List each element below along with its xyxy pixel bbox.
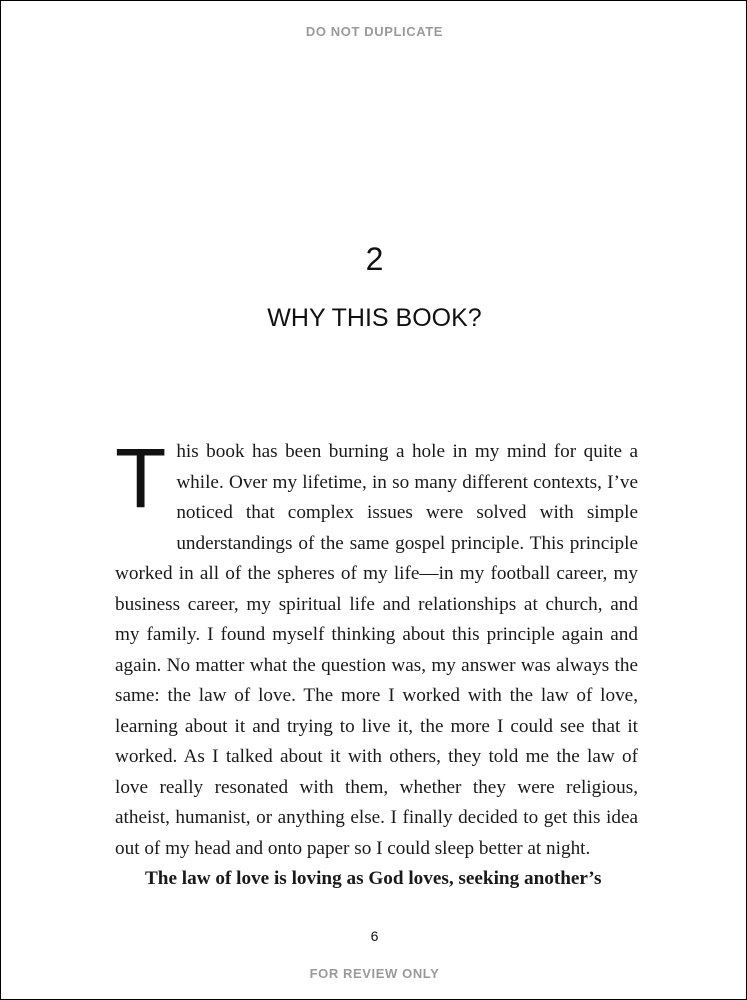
bold-paragraph: The law of love is loving as God loves, seeking another’s [145, 868, 602, 889]
paragraph-text: his book has been burning a hole in my mind for quite a while. Over my lifetime, in so many different contexts, I’ve noticed that complex issues were solved with simple understandings of the same gospel principle. This principle worked in all of the spheres of my life—in my football career, my business career, my spiritual life and relationships at church, and my family. I found myself thinking about this principle again and again. No matter what the question was, my answer was always the same: the law of love. The more I worked with the law of love, learning about it and trying to live it, the more I could see that it worked. As I talked about it with others, they told me the law of love really resonated with them, whether they were religious, atheist, humanist, or anything else. I finally decided to get this idea out of my head and onto paper so I could sleep better at night. [115, 441, 638, 859]
watermark-bottom: FOR REVIEW ONLY [309, 966, 440, 981]
chapter-number: 2 [365, 241, 384, 277]
watermark-top: DO NOT DUPLICATE [305, 24, 444, 39]
page-number: 6 [370, 928, 379, 944]
chapter-title: WHY THIS BOOK? [267, 304, 482, 332]
chapter-body [115, 431, 638, 895]
body-paragraph [115, 431, 638, 864]
drop-cap: T [115, 431, 167, 525]
